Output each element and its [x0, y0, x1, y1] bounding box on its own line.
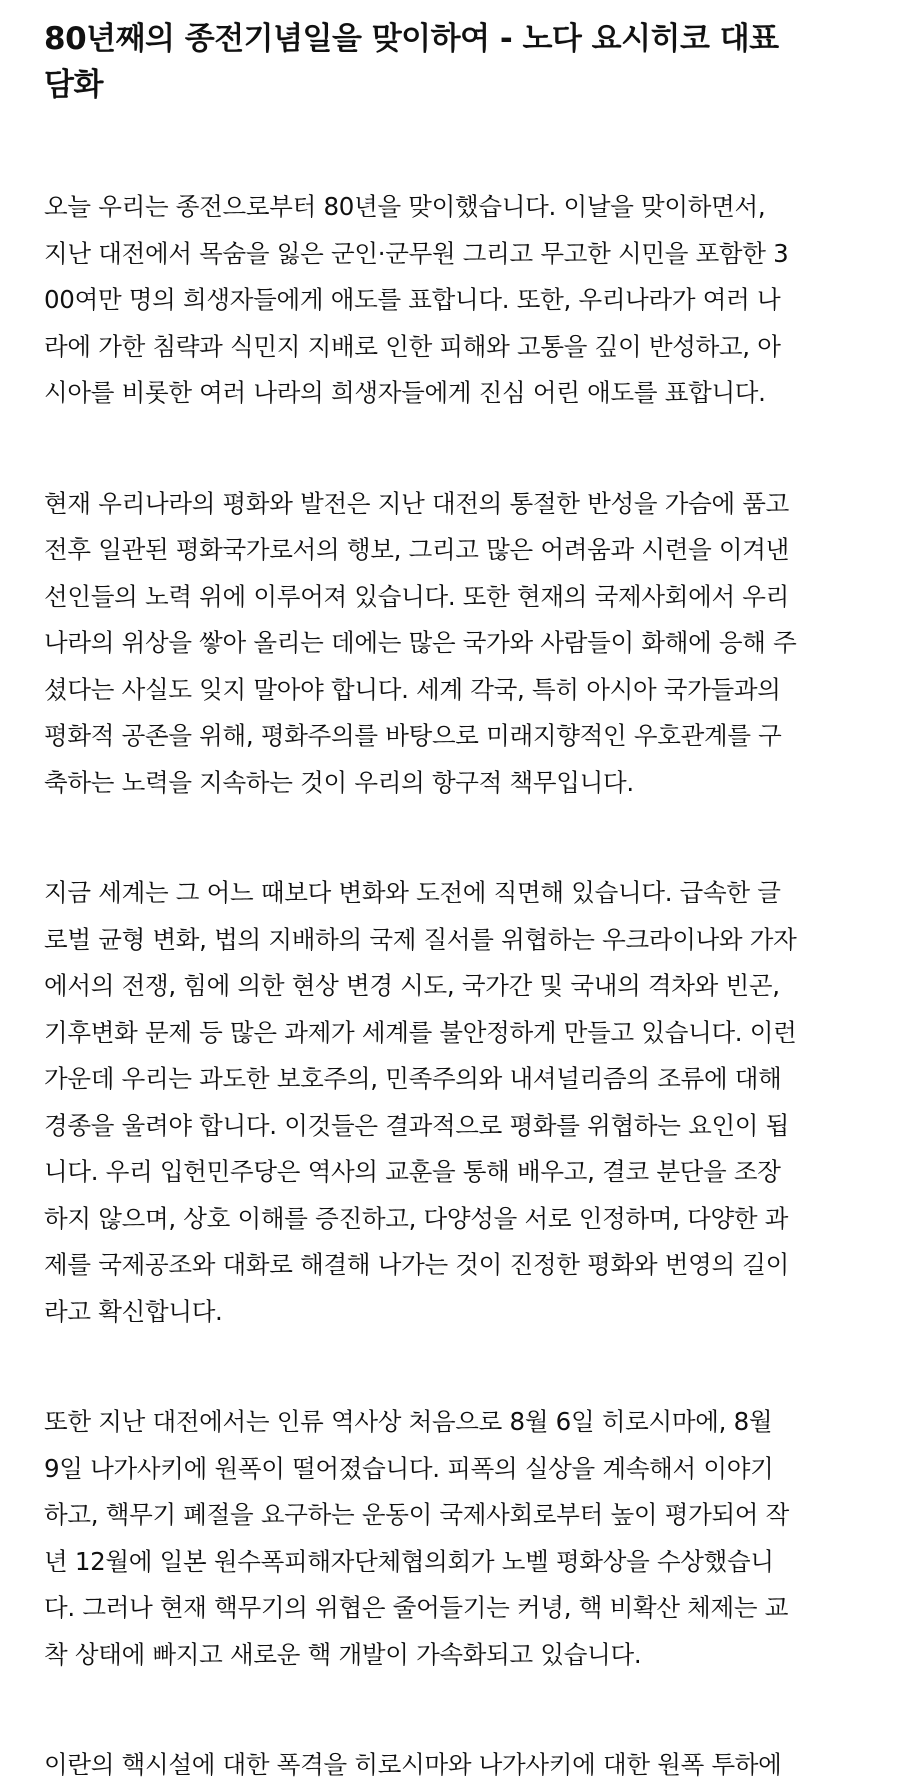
- text-line: 9일 나가사키에 원폭이 떨어졌습니다. 피폭의 실상을 계속해서 이야기: [44, 1453, 774, 1483]
- text-line: 지난 대전에서 목숨을 잃은 군인·군무원 그리고 무고한 시민을 포함한 3: [44, 238, 789, 268]
- paragraph: [44, 1742, 856, 1789]
- text-line: 축하는 노력을 지속하는 것이 우리의 항구적 책무입니다.: [44, 767, 634, 797]
- title-line: 담화: [44, 67, 103, 103]
- text-line: 제를 국제공조와 대화로 해결해 나가는 것이 진정한 평화와 번영의 길이: [44, 1250, 790, 1279]
- text-line: 하고, 핵무기 폐절을 요구하는 운동이 국제사회로부터 높이 평가되어 작: [44, 1500, 790, 1529]
- text-line: 이란의 핵시설에 대한 폭격을 히로시마와 나가사키에 대한 원폭 투하에: [44, 1750, 782, 1779]
- text-line: 지금 세계는 그 어느 때보다 변화와 도전에 직면해 있습니다. 급속한 글: [44, 878, 781, 907]
- text-line: 셨다는 사실도 잊지 말아야 합니다. 세계 각국, 특히 아시아 국가들과의: [44, 674, 781, 704]
- text-line: 시아를 비롯한 여러 나라의 희생자들에게 진심 어린 애도를 표합니다.: [44, 378, 766, 407]
- text-line: 다. 그러나 현재 핵무기의 위협은 줄어들기는 커녕, 핵 비확산 체제는 교: [44, 1593, 789, 1622]
- text-line: 로벌 균형 변화, 법의 지배하의 국제 질서를 위협하는 우크라이나와 가자: [44, 924, 797, 954]
- text-line: 니다. 우리 입헌민주당은 역사의 교훈을 통해 배우고, 결코 분단을 조장: [44, 1157, 781, 1186]
- text-line: 가운데 우리는 과도한 보호주의, 민족주의와 내셔널리즘의 조류에 대해: [44, 1064, 782, 1093]
- text-line: 선인들의 노력 위에 이루어져 있습니다. 또한 현재의 국제사회에서 우리: [44, 581, 790, 611]
- text-line: 또한 지난 대전에서는 인류 역사상 처음으로 8월 6일 히로시마에, 8월: [44, 1407, 773, 1436]
- paragraph: [44, 481, 856, 807]
- article-title: [44, 16, 856, 108]
- text-line: 에서의 전쟁, 힘에 의한 현상 변경 시도, 국가간 및 국내의 격차와 빈곤,: [44, 971, 780, 1000]
- text-line: 라에 가한 침략과 식민지 지배로 인한 피해와 고통을 깊이 반성하고, 아: [44, 331, 781, 361]
- paragraph: [44, 184, 856, 417]
- text-line: 00여만 명의 희생자들에게 애도를 표합니다. 또한, 우리나라가 여러 나: [44, 285, 781, 314]
- title-line: 80년째의 종전기념일을 맞이하여 - 노다 요시히코 대표: [44, 21, 779, 57]
- text-line: 착 상태에 빠지고 새로운 핵 개발이 가속화되고 있습니다.: [44, 1639, 642, 1669]
- text-line: 년 12월에 일본 원수폭피해자단체협의회가 노벨 평화상을 수상했습니: [44, 1546, 774, 1576]
- text-line: 평화적 공존을 위해, 평화주의를 바탕으로 미래지향적인 우호관계를 구: [44, 721, 782, 750]
- text-line: 라고 확신합니다.: [44, 1296, 223, 1326]
- text-line: 오늘 우리는 종전으로부터 80년을 맞이했습니다. 이날을 맞이하면서,: [44, 192, 766, 221]
- article-body: [44, 184, 856, 1789]
- text-line: 기후변화 문제 등 많은 과제가 세계를 불안정하게 만들고 있습니다. 이런: [44, 1017, 797, 1047]
- text-line: 경종을 울려야 합니다. 이것들은 결과적으로 평화를 위협하는 요인이 됩: [44, 1110, 790, 1140]
- text-line: 하지 않으며, 상호 이해를 증진하고, 다양성을 서로 인정하며, 다양한 과: [44, 1203, 789, 1233]
- paragraph: [44, 1399, 856, 1678]
- text-line: 현재 우리나라의 평화와 발전은 지난 대전의 통절한 반성을 가슴에 품고: [44, 488, 790, 518]
- text-line: 전후 일관된 평화국가로서의 행보, 그리고 많은 어려움과 시련을 이겨낸: [44, 535, 790, 564]
- paragraph: [44, 870, 856, 1335]
- text-line: 나라의 위상을 쌓아 올리는 데에는 많은 국가와 사람들이 화해에 응해 주: [44, 628, 797, 657]
